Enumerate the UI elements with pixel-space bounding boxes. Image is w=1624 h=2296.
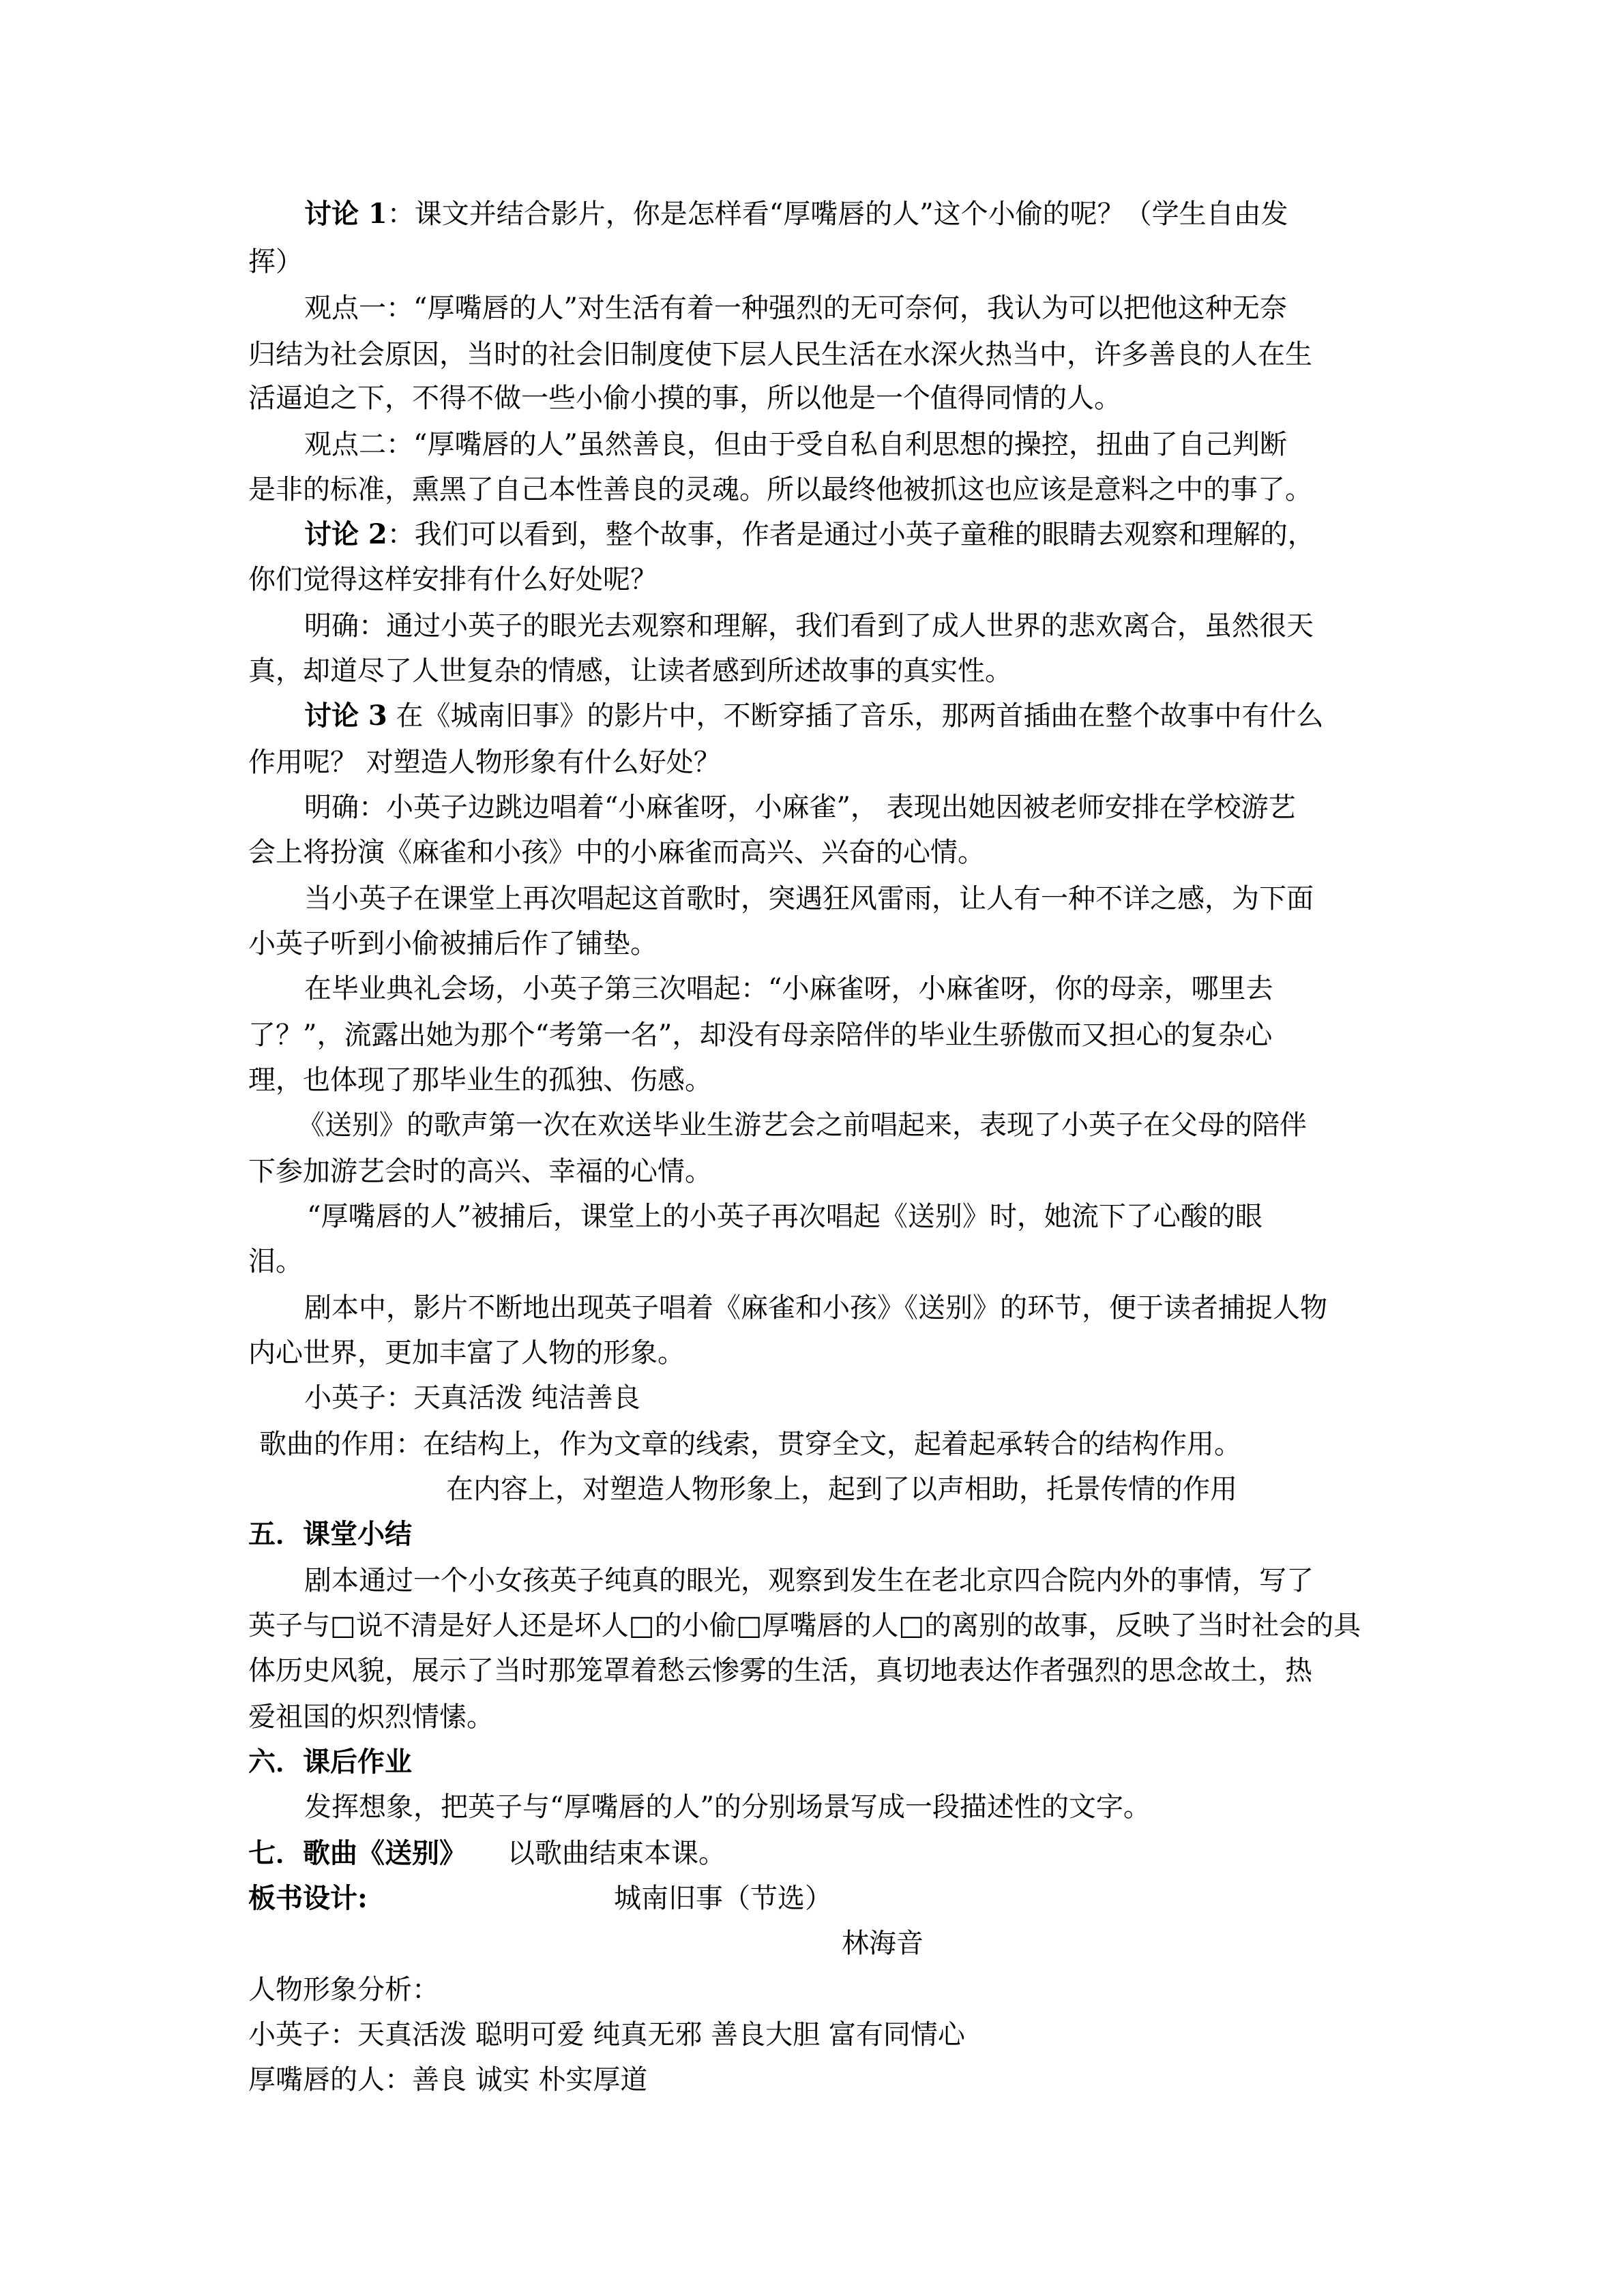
- section-7-heading: 七．歌曲《送别》: [248, 1837, 467, 1869]
- graduation-paragraph-line-3: 理，也体现了那毕业生的孤独、伤感。: [248, 1064, 712, 1096]
- graduation-paragraph-line-2: 了？”，流露出她为那个“考第一名”，却没有母亲陪伴的毕业生骄傲而又担心的复杂心: [248, 1019, 1273, 1051]
- view-1-line-1: 观点一：“厚嘴唇的人”对生活有着一种强烈的无可奈何，我认为可以把他这种无奈: [304, 293, 1287, 324]
- caught-paragraph-line-2: 泪。: [248, 1246, 303, 1277]
- board-design-label: 板书设计:: [248, 1882, 368, 1914]
- answer-3-line-1: 明确：小英子边跳边唱着“小麻雀呀，小麻雀”， 表现出她因被老师安排在学校游艺: [304, 792, 1296, 823]
- discussion-3-line: [304, 697, 1323, 735]
- farewell-paragraph-line-1: 《送别》的歌声第一次在欢送毕业生游艺会之前唱起来，表现了小英子在父母的陪伴: [297, 1109, 1307, 1141]
- view-1-line-2: 归结为社会原因，当时的社会旧制度使下层人民生活在水深火热当中，许多善良的人在生: [248, 339, 1312, 370]
- board-yingzi: 小英子：天真活泼 聪明可爱 纯真无邪 善良大胆 富有同情心: [248, 2019, 965, 2051]
- song-role-content: 在内容上，对塑造人物形象上，起到了以声相助，托景传情的作用: [446, 1474, 1237, 1505]
- yingzi-summary: 小英子：天真活泼 纯洁善良: [304, 1382, 640, 1414]
- class-paragraph-line-1: 当小英子在课堂上再次唱起这首歌时，突遇狂风雷雨，让人有一种不详之感，为下面: [304, 883, 1314, 914]
- view-1-line-3: 活逼迫之下，不得不做一些小偷小摸的事，所以他是一个值得同情的人。: [248, 383, 1121, 414]
- discussion-2-line-2: 你们觉得这样安排有什么好处呢？: [248, 564, 658, 595]
- discussion-2-line: [304, 516, 1315, 554]
- discussion-1-label: 讨论 1: [304, 198, 387, 230]
- caught-paragraph-line-1: “厚嘴唇的人”被捕后，课堂上的小英子再次唱起《送别》时，她流下了心酸的眼: [307, 1201, 1263, 1232]
- song-role-structure: 歌曲的作用：在结构上，作为文章的线索，贯穿全文，起着起承转合的结构作用。: [259, 1429, 1241, 1460]
- section-5-heading: 五．课堂小结: [248, 1518, 412, 1550]
- section-6-line-1: 发挥想象，把英子与“厚嘴唇的人”的分别场景写成一段描述性的文字。: [304, 1791, 1151, 1823]
- graduation-paragraph-line-1: 在毕业典礼会场，小英子第三次唱起：“小麻雀呀，小麻雀呀，你的母亲，哪里去: [304, 973, 1273, 1004]
- class-paragraph-line-2: 小英子听到小偷被捕后作了铺垫。: [248, 928, 658, 959]
- answer-2-line-2: 真，却道尽了人世复杂的情感，让读者感到所述故事的真实性。: [248, 655, 1012, 687]
- board-author: 林海音: [842, 1928, 924, 1959]
- discussion-2-label: 讨论 2: [304, 518, 387, 550]
- view-2-line-2: 是非的标准，熏黑了自己本性善良的灵魂。所以最终他被抓这也应该是意料之中的事了。: [248, 474, 1312, 505]
- section-6-heading: 六．课后作业: [248, 1746, 412, 1778]
- farewell-paragraph-line-2: 下参加游艺会时的高兴、幸福的心情。: [248, 1156, 712, 1187]
- discussion-1-line: [304, 195, 1288, 233]
- discussion-1-line-2: 挥）: [248, 246, 303, 278]
- discussion-3-label: 讨论 3: [304, 700, 387, 732]
- section-5-line-1: 剧本通过一个小女孩英子纯真的眼光，观察到发生在老北京四合院内外的事情，写了: [304, 1565, 1314, 1596]
- answer-2-line-1: 明确：通过小英子的眼光去观察和理解，我们看到了成人世界的悲欢离合，虽然很天: [304, 610, 1314, 642]
- discussion-3-text: 在《城南旧事》的影片中，不断穿插了音乐，那两首插曲在整个故事中有什么: [387, 700, 1324, 732]
- section-5-line-2: 英子与□说不清是好人还是坏人□的小偷□厚嘴唇的人□的离别的故事，反映了当时社会的具: [248, 1610, 1361, 1641]
- section-7-line: [248, 1834, 726, 1873]
- board-thief: 厚嘴唇的人：善良 诚实 朴实厚道: [248, 2064, 648, 2096]
- board-analysis-label: 人物形象分析：: [248, 1974, 439, 2006]
- discussion-2-text: ：我们可以看到，整个故事，作者是通过小英子童稚的眼睛去观察和理解的，: [387, 519, 1315, 550]
- script-paragraph-line-2: 内心世界，更加丰富了人物的形象。: [248, 1337, 685, 1369]
- discussion-1-text: ：课文并结合影片，你是怎样看“厚嘴唇的人”这个小偷的呢？（学生自由发: [387, 198, 1288, 230]
- view-2-line-1: 观点二：“厚嘴唇的人”虽然善良，但由于受自私自利思想的操控，扭曲了自己判断: [304, 429, 1287, 460]
- script-paragraph-line-1: 剧本中，影片不断地出现英子唱着《麻雀和小孩》《送别》的环节，便于读者捕捉人物: [304, 1292, 1327, 1324]
- section-7-text: 以歌曲结束本课。: [507, 1838, 726, 1869]
- board-title: 城南旧事（节选）: [614, 1883, 832, 1914]
- section-5-line-4: 爱祖国的炽烈情愫。: [248, 1701, 494, 1733]
- answer-3-line-2: 会上将扮演《麻雀和小孩》中的小麻雀而高兴、兴奋的心情。: [248, 837, 985, 868]
- section-5-line-3: 体历史风貌，展示了当时那笼罩着愁云惨雾的生活，真切地表达作者强烈的思念故土，热: [248, 1655, 1312, 1686]
- discussion-3-line-2: 作用呢？ 对塑造人物形象有什么好处？: [248, 747, 721, 778]
